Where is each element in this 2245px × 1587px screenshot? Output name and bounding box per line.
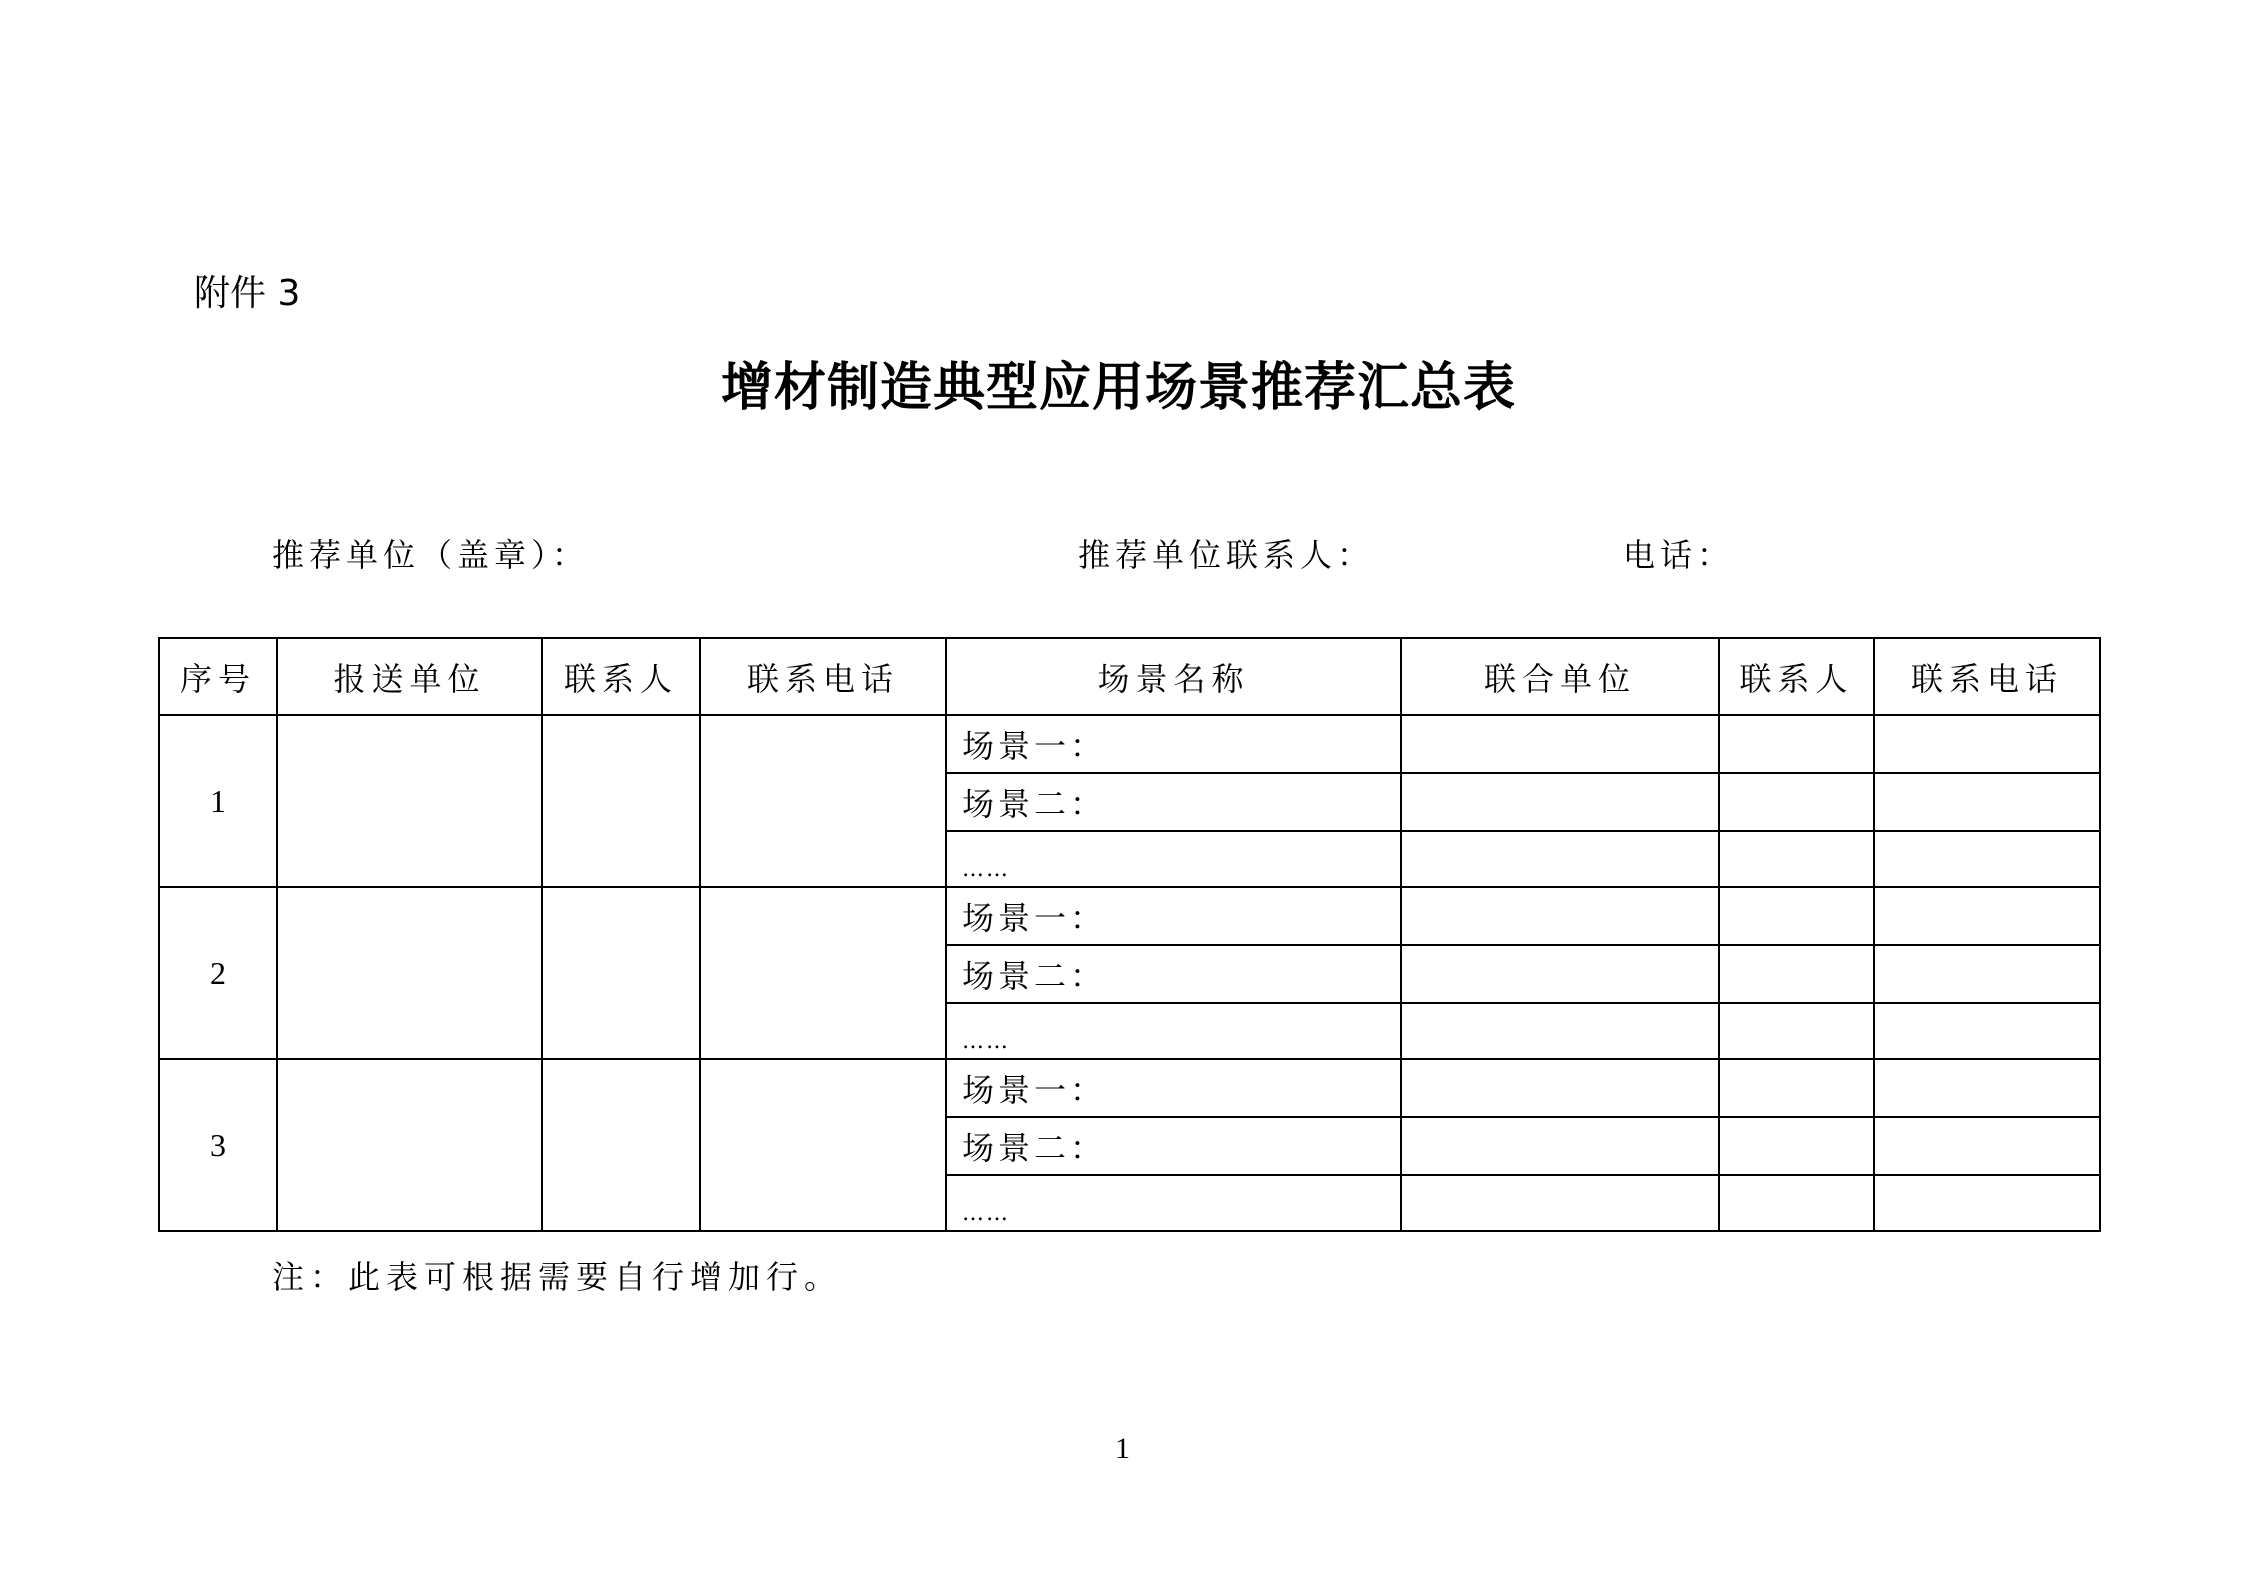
table-note: 注：此表可根据需要自行增加行。 <box>272 1258 843 1296</box>
scene-cell[interactable]: 场景一： <box>946 715 1401 773</box>
page-title <box>0 345 2245 420</box>
attachment-label: 附件 3 <box>194 273 301 314</box>
table-row <box>159 1059 2100 1117</box>
scene-cell[interactable]: 场景一： <box>946 1059 1401 1117</box>
joint-unit-cell[interactable] <box>1401 1003 1719 1059</box>
reporting-unit-cell[interactable] <box>277 715 542 887</box>
scene-cell-ellipsis[interactable]: …… <box>946 1175 1401 1231</box>
col-header-seq: 序号 <box>159 638 277 715</box>
col-header-phone: 联系电话 <box>700 638 946 715</box>
scene-cell-ellipsis[interactable]: …… <box>946 1003 1401 1059</box>
summary-table <box>158 637 2101 1232</box>
page-number: 1 <box>1115 1432 1130 1465</box>
title-text: 增材制造典型应用场景推荐汇总表 <box>720 358 1516 418</box>
col-header-scene-name: 场景名称 <box>946 638 1401 715</box>
joint-phone-cell[interactable] <box>1874 1003 2100 1059</box>
joint-unit-cell[interactable] <box>1401 831 1719 887</box>
phone-cell[interactable] <box>700 715 946 887</box>
joint-contact-cell[interactable] <box>1719 715 1874 773</box>
table-row <box>159 887 2100 945</box>
reporting-unit-cell[interactable] <box>277 887 542 1059</box>
scene-cell[interactable]: 场景二： <box>946 945 1401 1003</box>
joint-contact-cell[interactable] <box>1719 1117 1874 1175</box>
col-header-reporting-unit: 报送单位 <box>277 638 542 715</box>
joint-contact-cell[interactable] <box>1719 887 1874 945</box>
joint-contact-cell[interactable] <box>1719 1175 1874 1231</box>
joint-phone-cell[interactable] <box>1874 1059 2100 1117</box>
scene-cell[interactable]: 场景一： <box>946 887 1401 945</box>
contact-cell[interactable] <box>542 887 700 1059</box>
seq-cell: 2 <box>159 887 277 1059</box>
joint-phone-cell[interactable] <box>1874 1175 2100 1231</box>
table-header-row <box>159 638 2100 715</box>
recommending-contact-label: 推荐单位联系人： <box>1078 536 1375 574</box>
joint-unit-cell[interactable] <box>1401 945 1719 1003</box>
joint-contact-cell[interactable] <box>1719 831 1874 887</box>
joint-phone-cell[interactable] <box>1874 887 2100 945</box>
joint-unit-cell[interactable] <box>1401 1117 1719 1175</box>
joint-contact-cell[interactable] <box>1719 945 1874 1003</box>
phone-cell[interactable] <box>700 1059 946 1231</box>
joint-contact-cell[interactable] <box>1719 1059 1874 1117</box>
seq-cell: 1 <box>159 715 277 887</box>
table-row <box>159 715 2100 773</box>
col-header-contact: 联系人 <box>542 638 700 715</box>
joint-phone-cell[interactable] <box>1874 773 2100 831</box>
joint-unit-cell[interactable] <box>1401 887 1719 945</box>
col-header-joint-unit: 联合单位 <box>1401 638 1719 715</box>
seq-cell: 3 <box>159 1059 277 1231</box>
joint-unit-cell[interactable] <box>1401 715 1719 773</box>
joint-phone-cell[interactable] <box>1874 945 2100 1003</box>
reporting-unit-cell[interactable] <box>277 1059 542 1231</box>
joint-unit-cell[interactable] <box>1401 1059 1719 1117</box>
joint-contact-cell[interactable] <box>1719 1003 1874 1059</box>
scene-cell[interactable]: 场景二： <box>946 773 1401 831</box>
joint-unit-cell[interactable] <box>1401 773 1719 831</box>
scene-cell-ellipsis[interactable]: …… <box>946 831 1401 887</box>
scene-cell[interactable]: 场景二： <box>946 1117 1401 1175</box>
recommending-unit-label: 推荐单位（盖章）： <box>272 536 590 574</box>
joint-phone-cell[interactable] <box>1874 1117 2100 1175</box>
phone-cell[interactable] <box>700 887 946 1059</box>
joint-unit-cell[interactable] <box>1401 1175 1719 1231</box>
col-header-joint-contact: 联系人 <box>1719 638 1874 715</box>
joint-phone-cell[interactable] <box>1874 715 2100 773</box>
col-header-joint-phone: 联系电话 <box>1874 638 2100 715</box>
joint-contact-cell[interactable] <box>1719 773 1874 831</box>
contact-cell[interactable] <box>542 715 700 887</box>
joint-phone-cell[interactable] <box>1874 831 2100 887</box>
contact-cell[interactable] <box>542 1059 700 1231</box>
phone-label: 电话： <box>1623 536 1735 574</box>
